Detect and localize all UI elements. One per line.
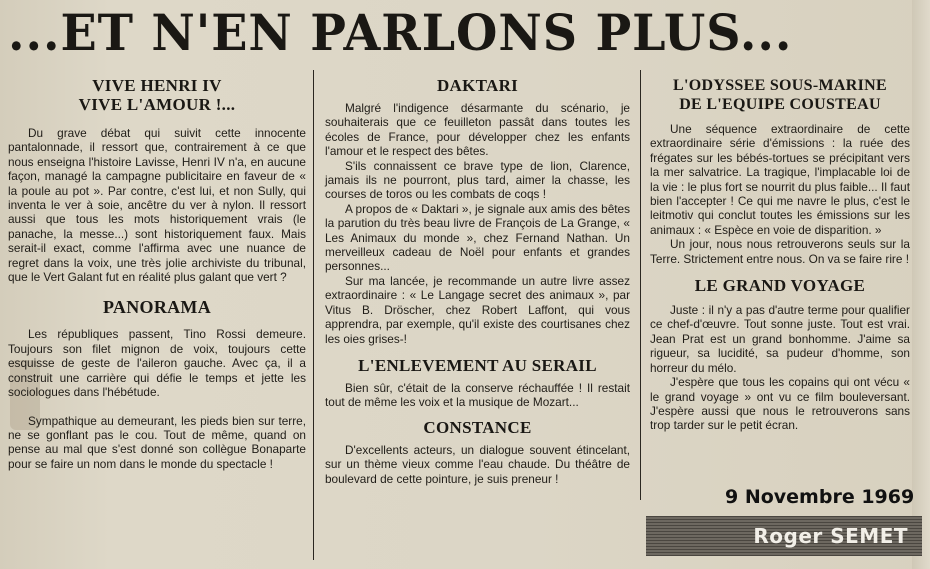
column-1 [8,76,306,471]
article-title: VIVE HENRI IV [92,76,222,95]
article-title: CONSTANCE [423,417,532,437]
author-signature: Roger SEMET [753,524,908,548]
article-paragraph: Malgré l'indigence désarmante du scénario, je souhaiterais que ce feuilleton passât dans toutes les écoles de France, pour développer chez les enfants l'amour et le respect des bêtes. [325,101,630,159]
article-paragraph: Du grave débat qui suivit cette innocente pantalonnade, il ressort que, contrairement à ce que nous enseigna l'histoire Lavisse, Henri IV n'a, en aucune façon, managé la campagne publicitaire en faveur de « la poule au pot ». Par contre, c'est lui, et non Sully, qui inventa le ver à soie, ancêtre du ver à nylon. Il ressort aussi que tous les mots historiquement vrais (le panache, la messe...) sont historiquement faux. Mais serait-il exact, comme l'affirma avec une nuance de regret dans la voix, une très jolie archiviste du tribunal, que le Vert Galant fut en réalité plus galant que vert ? [8,126,306,285]
article-paragraph: S'ils connaissent ce brave type de lion, Clarence, jamais ils ne pourront, plus tard, aimer la chasse, les courses de toros ou les combats de coqs ! [325,158,630,202]
article-title: DE L'EQUIPE COUSTEAU [679,96,881,113]
clipping-edge [912,0,930,569]
column-3 [650,76,910,433]
article-title: VIVE L'AMOUR !... [78,95,236,114]
article-paragraph: D'excellents acteurs, un dialogue souvent étincelant, sur un thème vieux comme l'eau chaude. Du théâtre de boulevard de cette pointure, je suis preneur ! [325,442,630,486]
article-title: L'ODYSSEE SOUS-MARINE [673,77,887,94]
article-paragraph: Sur ma lancée, je recommande un autre livre assez extraordinaire : « Le Langage secret des animaux », par Vitus B. Dröscher, chez Robert Laffont, qui vous apprendra, par exemple, qu'il existe des courtisanes chez les oies grises-! [325,273,630,346]
article-title: LE GRAND VOYAGE [694,276,866,296]
article-title: PANORAMA [102,297,212,318]
article-paragraph: Juste : il n'y a pas d'autre terme pour qualifier ce chef-d'œuvre. Tout sonne juste. Tout est vrai. Jean Prat est un grand bonhomme. J'aime sa rigueur, sa lucidité, sa pudeur d'homme, son horreur du mélo. [650,303,910,375]
author-signature-block [646,516,922,556]
column-2 [325,76,630,486]
article-paragraph: Bien sûr, c'était de la conserve réchauffée ! Il restait tout de même les voix et la musique de Mozart... [325,380,630,410]
article-title: DAKTARI [436,76,519,95]
page-headline: ...ET N'EN PARLONS PLUS... [8,3,793,62]
article-paragraph: Sympathique au demeurant, les pieds bien sur terre, ne se gonflant pas le cou. Tout de même, quand on pense au mal que s'est donné son collègue Bonaparte pour se faire un nom dans le monde du spectacle ! [8,413,306,471]
article-paragraph: J'espère que tous les copains qui ont vécu « le grand voyage » ont vu ce film bouleversant. J'espère aussi que nous le retrouverons sans trop tarder sur le petit écran. [650,375,910,433]
column-divider [313,70,314,560]
column-divider [640,70,641,500]
article-paragraph: A propos de « Daktari », je signale aux amis des bêtes la parution du très beau livre de François de La Grange, « Les Animaux du monde », chez Fernand Nathan. Un merveilleux cadeau de Noël pour enfants et grandes personnes... [325,201,630,274]
publication-date: 9 Novembre 1969 [725,486,915,508]
article-title: L'ENLEVEMENT AU SERAIL [358,355,597,375]
article-paragraph: Les républiques passent, Tino Rossi demeure. Toujours son filet mignon de voix, toujours cette esquisse de geste de l'aileron gauche. Avec ça, il a construit une carrière qui défie le temps et jette les sociologues dans l'hébétude. [8,327,306,400]
article-paragraph: Une séquence extraordinaire de cette extraordinaire série d'émissions : la ruée des frégates sur les bébés-tortues se précipitant vers la mer salvatrice. La tragique, l'implacable loi de la vie : le plus fort se nourrit du plus faible... Il faut bien l'accepter ! Ce qui me navre le plus, c'est le leitmotiv qui conclut toutes les émissions sur les animaux : « Espèce en voie de disparition. » [650,122,910,237]
article-paragraph: Un jour, nous nous retrouverons seuls sur la Terre. Strictement entre nous. On va se faire rire ! [650,237,910,266]
